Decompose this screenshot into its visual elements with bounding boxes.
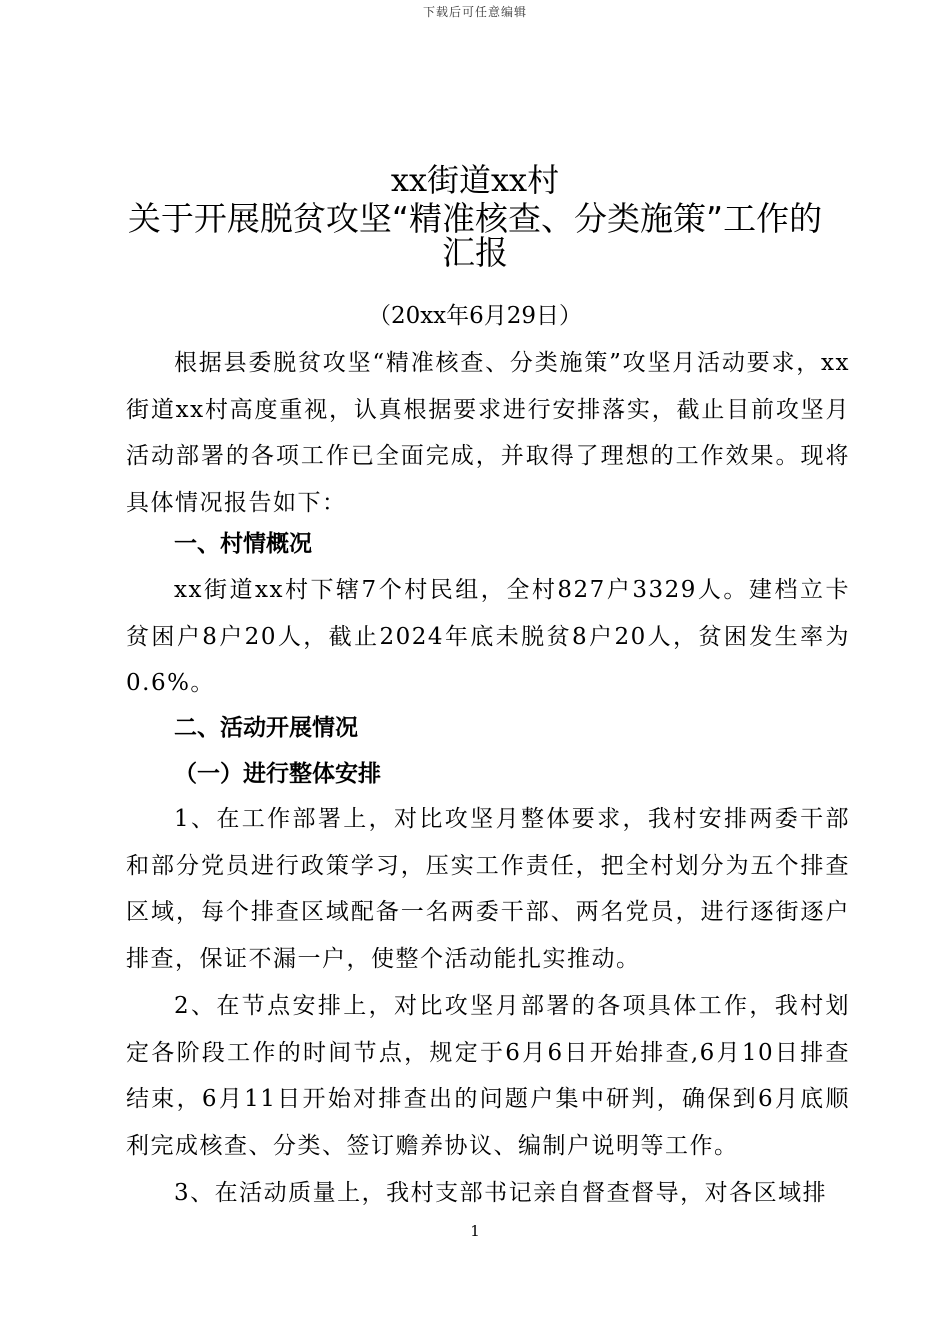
document-title-line1: xx街道xx村: [390, 161, 560, 199]
section2-sub1-heading: （一）进行整体安排: [174, 761, 381, 787]
document-date: （20xx年6月29日）: [367, 303, 583, 329]
document-title-line2: 关于开展脱贫攻坚“精准核查、分类施策”工作的汇报: [127, 199, 823, 272]
header-note: 下载后可任意编辑: [422, 5, 527, 19]
intro-paragraph: 根据县委脱贫攻坚“精准核查、分类施策”攻坚月活动要求，xx街道xx村高度重视，认真根据要求进行安排落实，截止目前攻坚月活动部署的各项工作已全面完成，并取得了理想的工作效果。现将具体情况报告如下：: [126, 350, 850, 516]
section2-item3: 3、在活动质量上，我村支部书记亲自督查督导，对各区域排: [174, 1180, 828, 1206]
page-number: 1: [470, 1222, 480, 1240]
section2-item1: 1、在工作部署上，对比攻坚月整体要求，我村安排两委干部和部分党员进行政策学习，压实工作责任，把全村划分为五个排查区域，每个排查区域配备一名两委干部、两名党员，进行逐街逐户排查，保证不漏一户，使整个活动能扎实推动。: [126, 806, 850, 972]
section1-heading: 一、村情概况: [174, 531, 312, 557]
section2-heading: 二、活动开展情况: [174, 715, 358, 741]
section2-item2: 2、在节点安排上，对比攻坚月部署的各项具体工作，我村划定各阶段工作的时间节点，规定于6月6日开始排查,6月10日排查结束，6月11日开始对排查出的问题户集中研判，确保到6月底顺利完成核查、分类、签订赡养协议、编制户说明等工作。: [126, 993, 850, 1159]
section1-paragraph: xx街道xx村下辖7个村民组，全村827户3329人。建档立卡贫困户8户20人，截止2024年底未脱贫8户20人，贫困发生率为0.6%。: [126, 577, 850, 696]
